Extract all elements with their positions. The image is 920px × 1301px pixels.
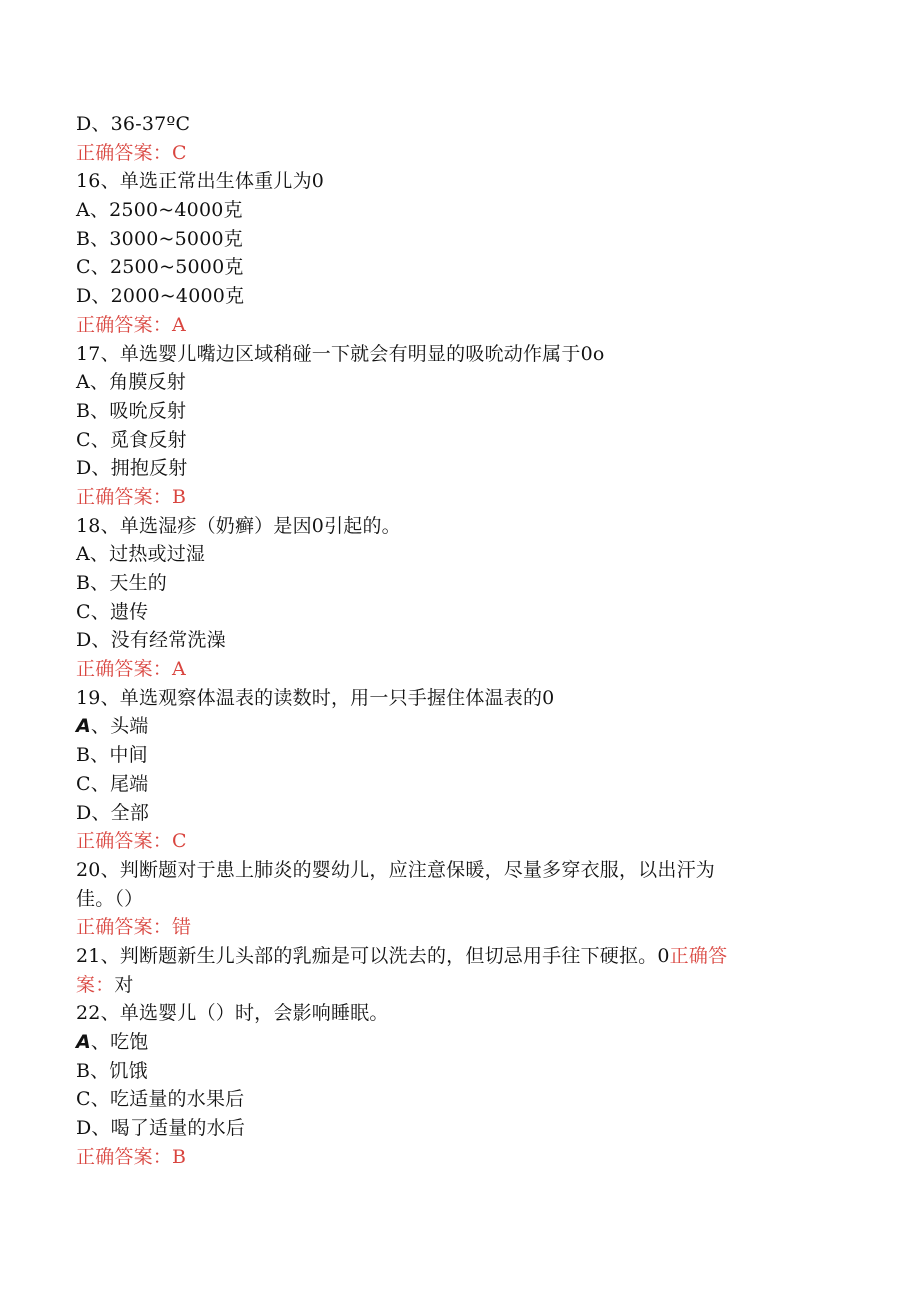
option-d: D、喝了适量的水后 bbox=[76, 1117, 246, 1140]
correct-answer: 正确答案：A bbox=[76, 658, 186, 681]
question-list bbox=[76, 110, 816, 1171]
option-c: C、遗传 bbox=[76, 600, 149, 623]
option-d: D、没有经常洗澡 bbox=[76, 629, 226, 652]
correct-answer: 正确答案：A bbox=[76, 313, 186, 336]
option-letter: A bbox=[76, 715, 91, 738]
question-19: 19、单选观察体温表的读数时，用一只手握住体温表的0 bbox=[76, 686, 555, 709]
option-c: C、2500~5000克 bbox=[76, 256, 244, 279]
option-c: C、尾端 bbox=[76, 772, 149, 795]
question-text: 21、判断题新生儿头部的乳痂是可以洗去的，但切忌用手往下硬抠。0 bbox=[76, 944, 670, 967]
option-a: A、过热或过湿 bbox=[76, 543, 206, 566]
option-b: B、饥饿 bbox=[76, 1059, 148, 1082]
option-d: D、2000~4000克 bbox=[76, 285, 245, 308]
question-22: 22、单选婴儿（）时，会影响睡眠。 bbox=[76, 1002, 389, 1025]
option-d: D、全部 bbox=[76, 801, 150, 824]
question-16: 16、单选正常出生体重儿为0 bbox=[76, 170, 325, 193]
correct-answer: 正确答案：C bbox=[76, 830, 187, 853]
option-b: B、天生的 bbox=[76, 572, 167, 594]
question-20-continued: 佳。（） bbox=[76, 887, 144, 910]
option-b: B、吸吮反射 bbox=[76, 399, 187, 422]
option-a bbox=[76, 712, 816, 741]
correct-answer-label: 正确答 bbox=[669, 944, 728, 967]
option-c: C、吃适量的水果后 bbox=[76, 1088, 245, 1111]
option-letter: A bbox=[76, 1031, 91, 1053]
option-text: 、吃饱 bbox=[90, 1031, 149, 1053]
option-a: A、角膜反射 bbox=[76, 371, 186, 394]
correct-answer: 正确答案：B bbox=[76, 1145, 187, 1168]
question-21 bbox=[76, 942, 816, 971]
question-20: 20、判断题对于患上肺炎的婴幼儿，应注意保暖，尽量多穿衣服，以出汗为 bbox=[76, 858, 715, 881]
correct-answer: 正确答案：错 bbox=[76, 916, 192, 939]
question-21-answer-line bbox=[76, 971, 816, 1000]
question-17: 17、单选婴儿嘴边区域稍碰一下就会有明显的吸吮动作属于0o bbox=[76, 342, 605, 365]
correct-answer: 正确答案：B bbox=[76, 485, 187, 508]
correct-answer-label: 案： bbox=[76, 973, 115, 996]
option-text: 、头端 bbox=[90, 715, 149, 738]
option-b: B、中间 bbox=[76, 744, 148, 767]
option-d: D、36-37ºC bbox=[76, 113, 191, 135]
correct-answer-value: 对 bbox=[114, 973, 134, 996]
option-c: C、觅食反射 bbox=[76, 428, 187, 451]
option-a bbox=[76, 1028, 816, 1057]
correct-answer: 正确答案：C bbox=[76, 141, 187, 164]
option-d: D、拥抱反射 bbox=[76, 457, 188, 480]
option-a: A、2500~4000克 bbox=[76, 199, 243, 222]
question-18: 18、单选湿疹（奶癣）是因0引起的。 bbox=[76, 514, 401, 537]
option-b: B、3000~5000克 bbox=[76, 227, 243, 250]
